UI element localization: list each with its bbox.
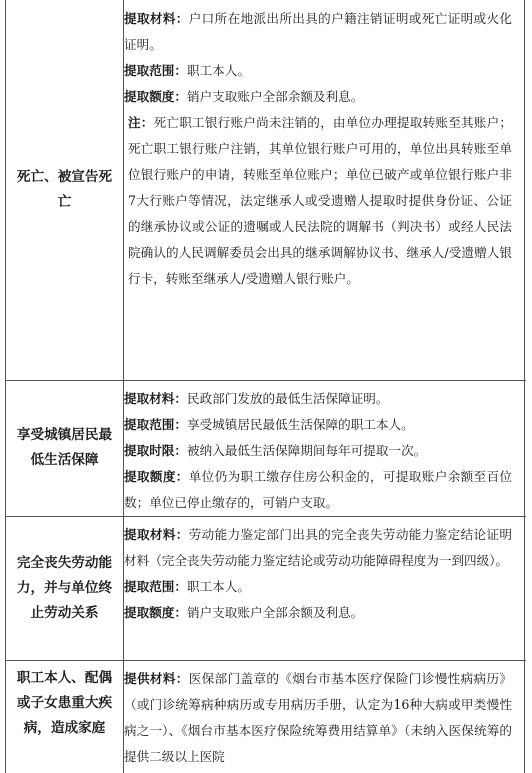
list-item: 提取材料：劳动能力鉴定部门出具的完全丧失劳动能力鉴定结论证明材料（完全丧失劳动能力鉴定结论或劳动功能障碍程度为一到四级）。 xyxy=(124,527,513,568)
row-divider xyxy=(6,660,526,661)
category-death: 死亡、被宣告死亡 xyxy=(16,169,113,210)
list-item: 提供材料：医保部门盖章的《烟台市基本医疗保险门诊慢性病病历》（或门诊统筹病种病历或专用病历手册，认定为16种大病或甲类慢性病之一）、《烟台市基本医疗保险统筹费用结算单》（未纳入医保统筹的提供二级以上医院 xyxy=(124,671,513,764)
list-item: 提取范围：职工本人。 xyxy=(124,63,250,78)
requirements-incapacity-terminated xyxy=(124,522,512,626)
category-minimum-living-security: 享受城镇居民最低生活保障 xyxy=(16,427,113,468)
category-incapacity-terminated: 完全丧失劳动能力，并与单位终止劳动关系 xyxy=(16,554,113,621)
list-item: 提取额度：销户支取账户全部余额及利息。 xyxy=(124,89,364,104)
list-item: 提取额度：销户支取账户全部余额及利息。 xyxy=(124,605,364,620)
category-serious-illness: 职工本人、配偶或子女患重大疾病，造成家庭 xyxy=(16,670,113,736)
requirements-death xyxy=(124,6,512,292)
note-paragraph: 注：死亡职工银行账户尚未注销的，由单位办理提取转账至其账户；死亡职工银行账户注销，其单位银行账户可用的，单位出具转账至单位银行账户的申请，转账至单位账户；单位已破产或单位银行账户非7大行账户等情况，法定继承人或受遗赠人提取时提供身份证、公证的继承协议或公证的遗嘱或人民法院的调解书（判决书）或经人民法院确认的人民调解委员会出具的继承调解协议书、继承人/受遗赠人银行卡，转账至继承人/受遗赠人银行账户。 xyxy=(128,115,513,286)
list-item: 提取材料：民政部门发放的最低生活保障证明。 xyxy=(124,391,389,406)
list-item: 提取范围：享受城镇居民最低生活保障的职工本人。 xyxy=(124,417,414,432)
requirements-minimum-living-security xyxy=(124,386,512,516)
requirements-serious-illness xyxy=(124,666,512,770)
list-item: 提取时限：被纳入最低生活保障期间每年可提取一次。 xyxy=(124,443,427,458)
list-item: 提取范围：职工本人。 xyxy=(124,579,250,594)
list-item: 提取材料：户口所在地派出所出具的户籍注销证明或死亡证明或火化证明。 xyxy=(124,11,513,52)
list-item: 提取额度：单位仍为职工缴存住房公积金的，可提取账户余额至百位数；单位已停止缴存的，可销户支取。 xyxy=(124,469,513,510)
